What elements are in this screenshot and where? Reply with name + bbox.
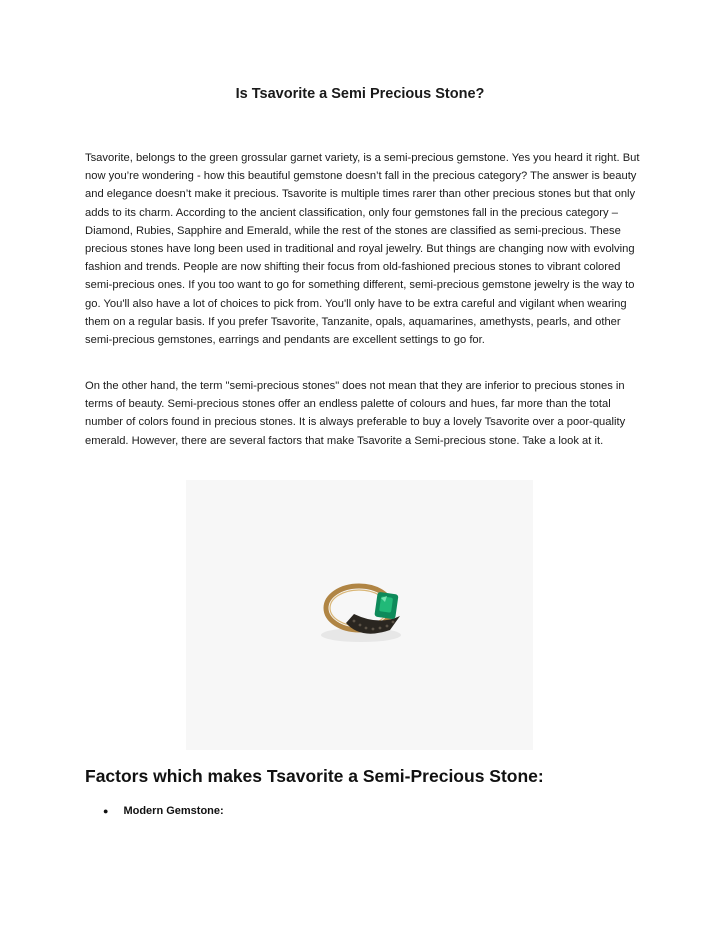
bullet-label: Modern Gemstone: [123, 805, 224, 817]
paragraph-1: Tsavorite, belongs to the green grossular garnet variety, is a semi-precious gemstone. Yes you heard it right. But now you’re wondering - how this beautiful gemstone doesn’t fall in the precious category? The answer is beauty and elegance doesn’t make it precious. Tsavorite is multiple times rarer than other precious stones but that only adds to its charm. According to the ancient classification, only four gemstones fall in the precious category – Diamond, Rubies, Sapphire and Emerald, while the rest of the stones are classified as semi-precious. These precious stones have long been used in traditional and royal jewelry. But things are changing now with evolving fashion and trends. People are now shifting their focus from old-fashioned precious stones to vibrant colored semi-precious ones. If you too want to go for something different, semi-precious gemstone jewelry is the way to go. You'll also have a lot of choices to pick from. You'll only have to be extra careful and vigilant when wearing them on a regular basis. If you prefer Tsavorite, Tanzanite, opals, aquamarines, amethysts, pearls, and other semi-precious gemstones, earrings and pendants are excellent settings to go for. [85, 152, 640, 347]
list-item [103, 805, 224, 817]
photo-background [186, 480, 533, 750]
ring-illustration [186, 480, 533, 750]
paragraph-2: On the other hand, the term "semi-precious stones" does not mean that they are inferior to precious stones in terms of beauty. Semi-precious stones offer an endless palette of colours and hues, far more than the total number of colors found in precious stones. It is always preferable to buy a lovely Tsavorite over a poor-quality emerald. However, there are several factors that make Tsavorite a Semi-precious stone. Take a look at it. [85, 380, 626, 447]
document-title: Is Tsavorite a Semi Precious Stone? [235, 86, 485, 102]
section-heading: Factors which makes Tsavorite a Semi-Precious Stone: [85, 766, 544, 786]
bullet-icon: ● [103, 806, 109, 816]
ring-photo [186, 480, 533, 750]
